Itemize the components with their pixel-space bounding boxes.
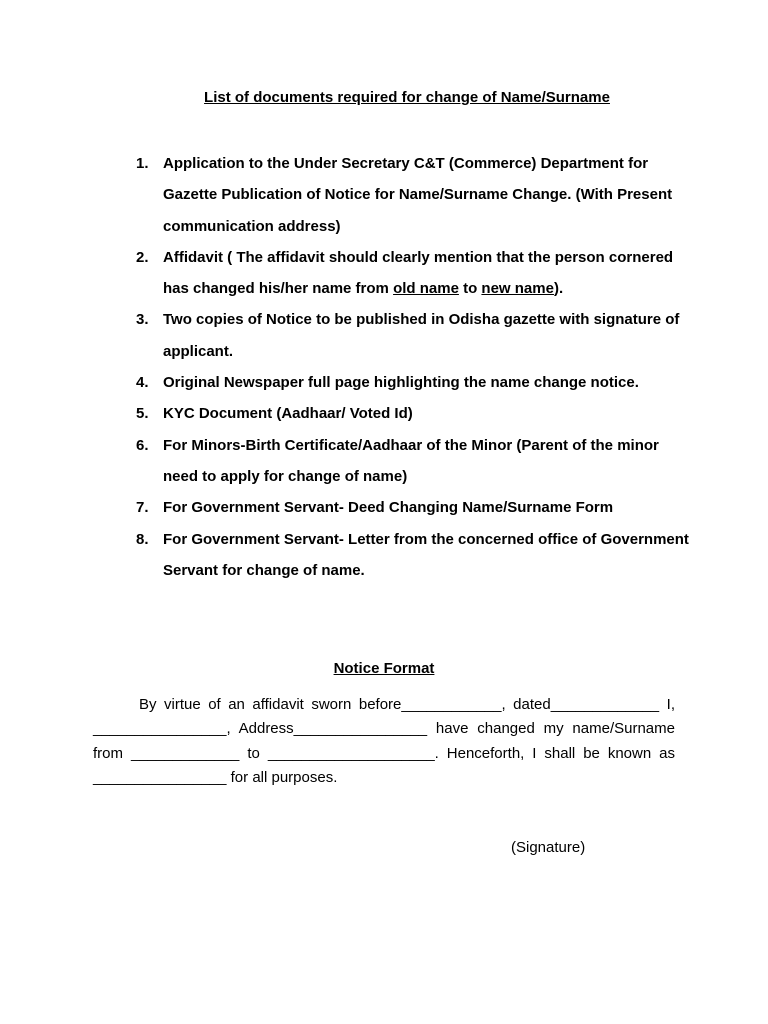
list-item	[136, 398, 696, 429]
item-number: 6.	[136, 436, 149, 454]
notice-body-text: By virtue of an affidavit sworn before____________, dated_____________ I, ________________, Address________________ have changed my name/Surname from _____________ to ____________________. Henceforth, I shall be known as ________________ for all purposes.	[93, 696, 675, 786]
list-item	[136, 242, 696, 305]
list-item	[136, 148, 696, 242]
item-text: For Minors-Birth Certificate/Aadhaar of the Minor (Parent of the minor need to apply for change of name)	[163, 436, 659, 485]
item-text: Original Newspaper full page highlighting the name change notice.	[163, 374, 639, 392]
item-number: 1.	[136, 155, 149, 172]
item-text: Two copies of Notice to be published in Odisha gazette with signature of applicant.	[163, 311, 680, 360]
list-item	[136, 524, 696, 587]
list-item	[136, 304, 696, 367]
notice-body	[93, 693, 675, 790]
list-item	[136, 492, 696, 523]
item-number: 3.	[136, 311, 149, 329]
signature-label: (Signature)	[511, 839, 586, 856]
item-text	[163, 249, 673, 297]
old-name-underlined: old name	[393, 280, 459, 298]
documents-list	[136, 148, 696, 586]
item-text-part: Affidavit ( The affidavit should clearly mention that the person cornered has changed his/her name from	[163, 248, 674, 298]
item-number: 8.	[136, 530, 149, 548]
item-text: For Government Servant- Letter from the concerned office of Government Servant for change of name.	[163, 530, 689, 579]
item-number: 5.	[136, 405, 149, 423]
new-name-underlined: new name	[481, 280, 554, 298]
item-text-part: ).	[553, 280, 564, 298]
list-item	[136, 367, 696, 398]
notice-format-heading: Notice Format	[333, 660, 435, 677]
item-number: 2.	[136, 248, 149, 266]
item-text-part: to	[458, 280, 482, 298]
item-number: 7.	[136, 499, 149, 517]
item-number: 4.	[136, 374, 149, 392]
list-item	[136, 430, 696, 493]
page-title: List of documents required for change of Name/Surname	[204, 89, 610, 106]
item-text: KYC Document (Aadhaar/ Voted Id)	[163, 405, 413, 423]
item-text: Application to the Under Secretary C&T (Commerce) Department for Gazette Publication of Notice for Name/Surname Change. (With Present communication address)	[163, 155, 673, 235]
item-text: For Government Servant- Deed Changing Name/Surname Form	[163, 499, 614, 517]
